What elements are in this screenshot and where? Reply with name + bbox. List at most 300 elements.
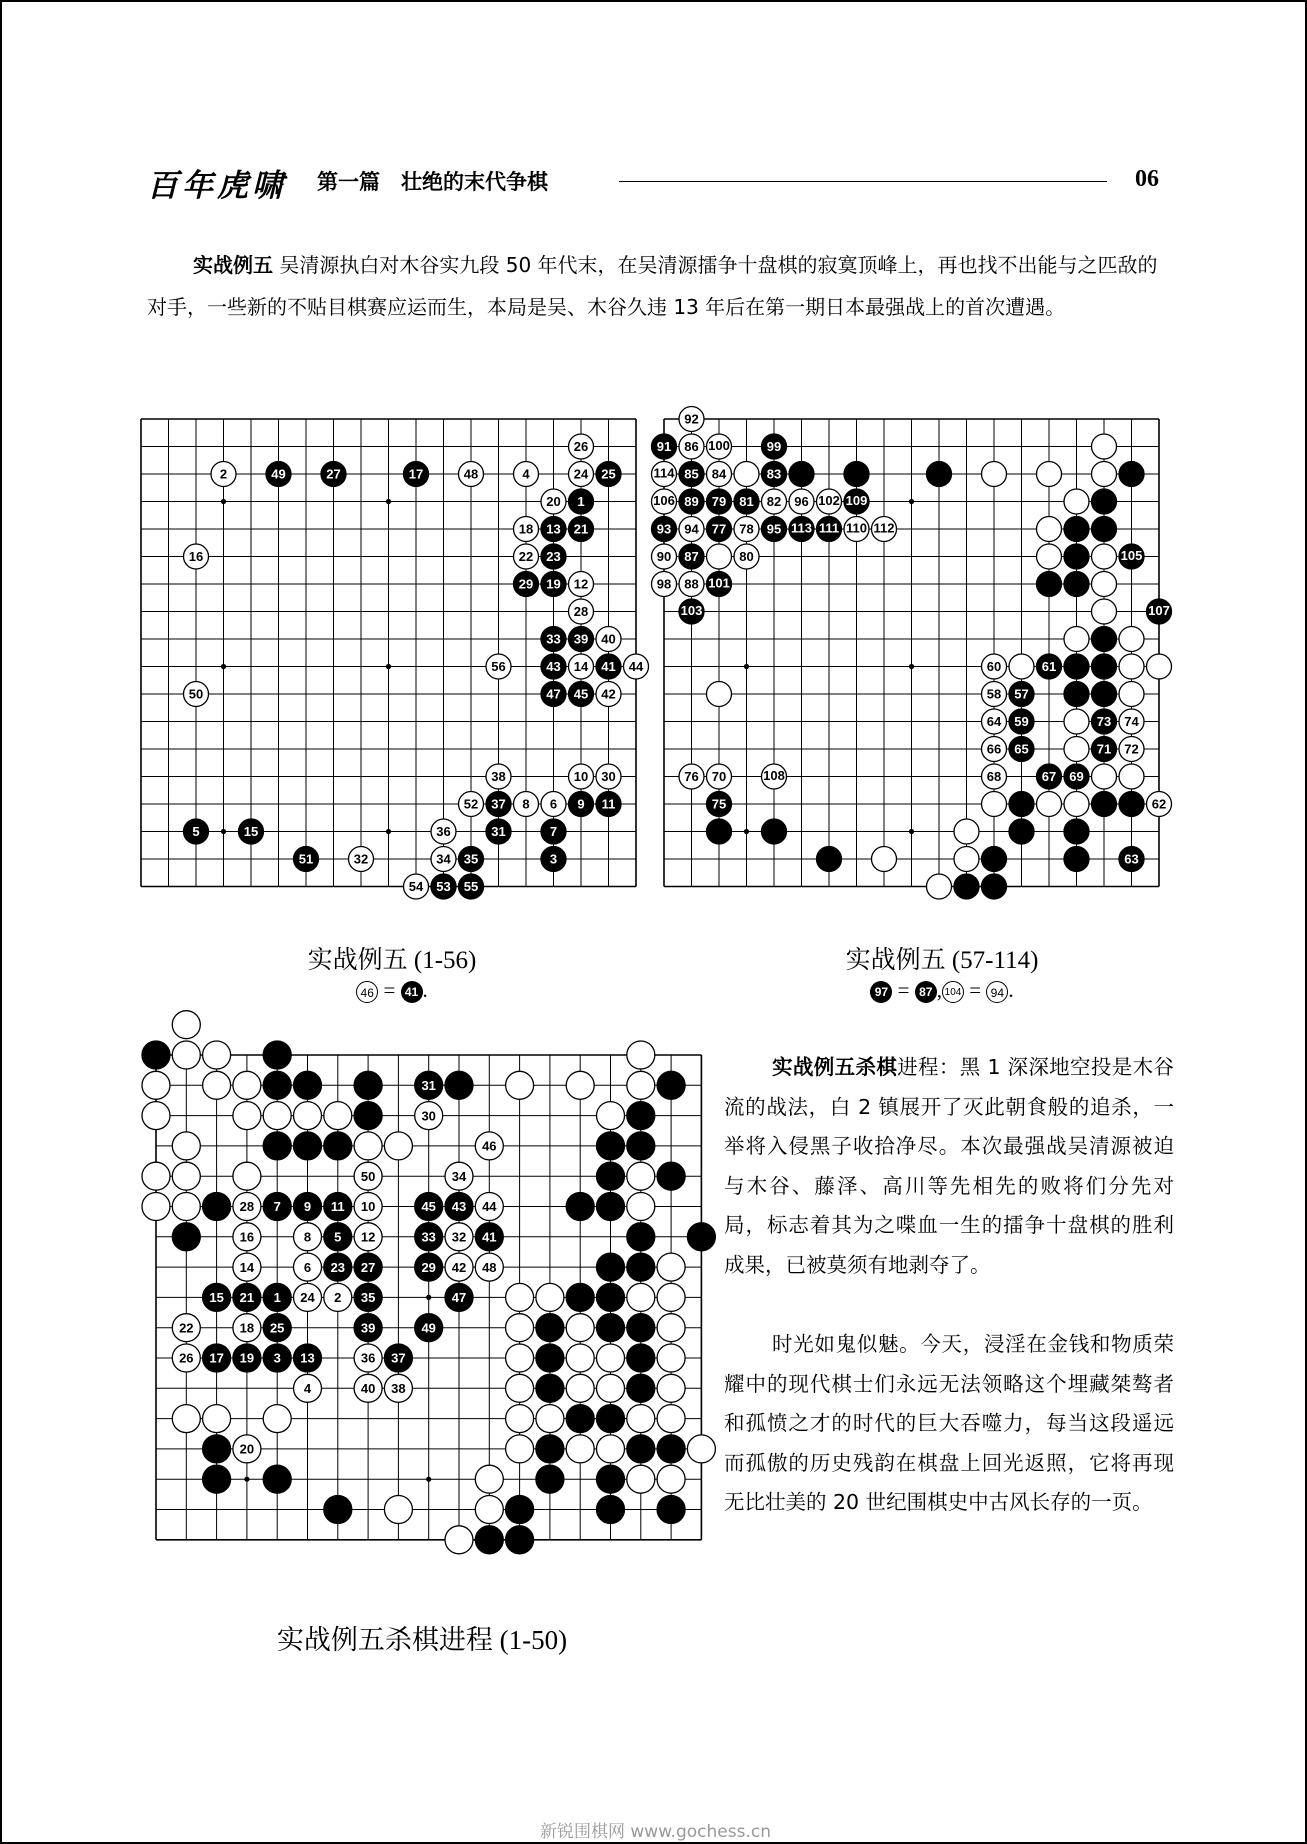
black-stone xyxy=(1119,544,1144,569)
stone-disc xyxy=(263,1405,291,1433)
note-stone: 41 xyxy=(401,981,423,1003)
white-stone xyxy=(679,517,704,542)
stone-disc xyxy=(142,1102,170,1130)
black-stone xyxy=(1064,572,1089,597)
stone-disc xyxy=(506,1283,534,1311)
star-point xyxy=(221,829,226,834)
stone-number: 103 xyxy=(680,603,703,619)
caption-note xyxy=(772,978,1112,1003)
black-stone xyxy=(404,462,429,487)
black-stone xyxy=(1092,654,1117,679)
stone-number: 1 xyxy=(273,1290,281,1306)
star-point xyxy=(386,499,391,504)
white-stone xyxy=(657,1465,685,1493)
black-stone xyxy=(1092,517,1117,542)
white-stone xyxy=(954,847,979,872)
stone-number: 25 xyxy=(269,1320,285,1336)
stone-number: 108 xyxy=(763,768,785,784)
black-stone xyxy=(597,1253,625,1281)
stone-number: 11 xyxy=(601,796,616,812)
black-stone xyxy=(1064,544,1089,569)
stone-disc xyxy=(142,1071,170,1099)
stone-disc xyxy=(1092,462,1117,487)
black-stone xyxy=(415,1071,443,1099)
white-stone xyxy=(679,764,704,789)
white-stone xyxy=(486,764,511,789)
black-stone xyxy=(927,462,952,487)
white-stone xyxy=(184,682,209,707)
black-stone xyxy=(536,1465,564,1493)
stone-number: 65 xyxy=(1014,741,1029,757)
white-stone xyxy=(872,847,897,872)
white-stone xyxy=(506,1344,534,1372)
stone-number: 41 xyxy=(601,659,616,675)
stone-disc xyxy=(597,1344,625,1372)
black-stone xyxy=(679,544,704,569)
white-stone xyxy=(1092,544,1117,569)
black-stone xyxy=(1064,517,1089,542)
running-header xyxy=(147,160,1167,204)
stone-disc xyxy=(1064,737,1089,762)
stone-disc xyxy=(1092,599,1117,624)
black-stone xyxy=(789,462,814,487)
white-stone xyxy=(1092,462,1117,487)
stone-number: 67 xyxy=(1041,769,1057,785)
stone-number: 22 xyxy=(518,549,534,565)
black-stone xyxy=(1064,819,1089,844)
stone-disc xyxy=(142,1193,170,1221)
stone-number: 50 xyxy=(188,686,204,702)
white-stone xyxy=(354,1374,382,1402)
black-stone xyxy=(475,1526,503,1554)
stone-number: 23 xyxy=(330,1259,346,1275)
black-stone xyxy=(536,1435,564,1463)
stone-number: 21 xyxy=(239,1290,255,1306)
black-stone xyxy=(657,1162,685,1190)
stone-number: 80 xyxy=(739,549,754,565)
white-stone xyxy=(707,462,732,487)
stone-disc xyxy=(1064,654,1089,679)
stone-number: 5 xyxy=(334,1229,342,1245)
white-stone xyxy=(707,434,732,459)
stone-disc xyxy=(384,1496,412,1524)
stone-number: 32 xyxy=(353,851,369,867)
stone-number: 36 xyxy=(360,1350,376,1366)
black-stone xyxy=(203,1435,231,1463)
black-stone xyxy=(142,1041,170,1069)
stone-disc xyxy=(536,1405,564,1433)
commentary-lead: 实战例五杀棋 xyxy=(772,1055,898,1079)
stone-disc xyxy=(354,1071,382,1099)
stone-disc xyxy=(597,1193,625,1221)
stone-disc xyxy=(707,544,732,569)
stone-number: 69 xyxy=(1069,769,1084,785)
star-point xyxy=(221,499,226,504)
stone-disc xyxy=(536,1344,564,1372)
white-stone xyxy=(233,1253,261,1281)
stone-disc xyxy=(1092,434,1117,459)
stone-disc xyxy=(817,847,842,872)
stone-number: 55 xyxy=(463,879,479,895)
stone-disc xyxy=(627,1465,655,1493)
white-stone xyxy=(982,709,1007,734)
white-stone xyxy=(627,1041,655,1069)
stone-number: 57 xyxy=(1014,686,1029,702)
black-stone xyxy=(172,1223,200,1251)
white-stone xyxy=(927,874,952,899)
stone-number: 56 xyxy=(491,659,506,675)
stone-number: 15 xyxy=(243,824,259,840)
stone-disc xyxy=(657,1071,685,1099)
white-stone xyxy=(627,1162,655,1190)
go-board-diagram-2 xyxy=(653,411,1170,887)
white-stone xyxy=(514,462,539,487)
stone-number: 86 xyxy=(684,439,699,455)
white-stone xyxy=(627,1465,655,1493)
black-stone xyxy=(263,1344,291,1372)
black-stone xyxy=(541,517,566,542)
stone-number: 13 xyxy=(546,521,561,537)
white-stone xyxy=(459,792,484,817)
stone-number: 98 xyxy=(656,576,672,592)
stone-number: 3 xyxy=(273,1350,281,1366)
stone-disc xyxy=(734,462,759,487)
stone-number: 75 xyxy=(711,796,727,812)
stone-number: 51 xyxy=(298,851,314,867)
white-stone xyxy=(354,1193,382,1221)
white-stone xyxy=(233,1162,261,1190)
stone-number: 109 xyxy=(845,493,868,509)
caption-diagram-1 xyxy=(242,940,542,1003)
white-stone xyxy=(294,1223,322,1251)
stone-disc xyxy=(445,1071,473,1099)
white-stone xyxy=(172,1405,200,1433)
white-stone xyxy=(172,1344,200,1372)
white-stone xyxy=(172,1193,200,1221)
stone-number: 43 xyxy=(451,1199,467,1215)
stone-number: 39 xyxy=(573,631,589,647)
white-stone xyxy=(445,1526,473,1554)
black-stone xyxy=(239,819,264,844)
stone-number: 58 xyxy=(986,686,1002,702)
black-stone xyxy=(203,1344,231,1372)
black-stone xyxy=(734,489,759,514)
stone-disc xyxy=(172,1011,200,1039)
stone-disc xyxy=(294,1132,322,1160)
stone-number: 38 xyxy=(491,769,506,785)
black-stone xyxy=(506,1526,534,1554)
black-stone xyxy=(541,544,566,569)
header-rule xyxy=(619,181,1107,182)
stone-number: 25 xyxy=(601,466,616,482)
stone-disc xyxy=(1092,489,1117,514)
black-stone xyxy=(627,1102,655,1130)
black-stone xyxy=(679,462,704,487)
stone-number: 14 xyxy=(573,659,589,675)
stone-disc xyxy=(506,1344,534,1372)
white-stone xyxy=(1064,489,1089,514)
black-stone xyxy=(789,517,814,542)
stone-disc xyxy=(627,1193,655,1221)
black-stone xyxy=(566,1283,594,1311)
stone-number: 35 xyxy=(463,851,479,867)
black-stone xyxy=(597,1283,625,1311)
stone-disc xyxy=(263,1132,291,1160)
stone-disc xyxy=(657,1374,685,1402)
white-stone xyxy=(541,792,566,817)
stone-number: 12 xyxy=(360,1229,376,1245)
black-stone xyxy=(566,1405,594,1433)
stone-disc xyxy=(1064,819,1089,844)
stone-disc xyxy=(1009,654,1034,679)
stone-number: 89 xyxy=(684,494,699,510)
stone-disc xyxy=(506,1374,534,1402)
black-stone xyxy=(844,462,869,487)
white-stone xyxy=(627,1405,655,1433)
white-stone xyxy=(536,1405,564,1433)
stone-disc xyxy=(566,1193,594,1221)
stone-number: 30 xyxy=(601,769,616,785)
white-stone xyxy=(657,1253,685,1281)
stone-disc xyxy=(1092,654,1117,679)
black-stone xyxy=(817,847,842,872)
stone-number: 87 xyxy=(684,549,699,565)
black-stone xyxy=(597,1314,625,1342)
stone-number: 27 xyxy=(326,466,341,482)
stone-number: 107 xyxy=(1148,603,1170,619)
stone-number: 4 xyxy=(522,466,530,482)
note-equals: = xyxy=(969,978,982,1002)
white-stone xyxy=(404,874,429,899)
stone-disc xyxy=(566,1071,594,1099)
note-equals: = xyxy=(897,978,910,1002)
stone-disc xyxy=(536,1374,564,1402)
stone-number: 1 xyxy=(577,494,585,510)
stone-number: 106 xyxy=(653,493,675,509)
stone-number: 88 xyxy=(684,576,699,592)
black-stone xyxy=(1009,737,1034,762)
stone-disc xyxy=(657,1253,685,1281)
white-stone xyxy=(445,1253,473,1281)
black-stone xyxy=(1119,462,1144,487)
stone-number: 83 xyxy=(766,466,782,482)
white-stone xyxy=(506,1435,534,1463)
white-stone xyxy=(1092,434,1117,459)
stone-number: 112 xyxy=(873,520,895,536)
intro-lead: 实战例五 xyxy=(193,253,273,277)
stone-number: 44 xyxy=(628,659,644,675)
black-stone xyxy=(1119,847,1144,872)
black-stone xyxy=(263,1193,291,1221)
stone-number: 28 xyxy=(573,604,589,620)
stone-number: 28 xyxy=(239,1199,255,1215)
white-stone xyxy=(203,1071,231,1099)
stone-number: 30 xyxy=(421,1108,436,1124)
black-stone xyxy=(324,1193,352,1221)
stone-disc xyxy=(954,847,979,872)
stone-number: 47 xyxy=(546,686,561,702)
black-stone xyxy=(652,517,677,542)
black-stone xyxy=(627,1374,655,1402)
stone-disc xyxy=(263,1041,291,1069)
stone-disc xyxy=(1037,517,1062,542)
white-stone xyxy=(762,489,787,514)
stone-number: 6 xyxy=(303,1259,312,1275)
stone-number: 24 xyxy=(300,1290,315,1306)
stone-disc xyxy=(263,1465,291,1493)
white-stone xyxy=(514,792,539,817)
board-grid xyxy=(664,419,1159,887)
black-stone xyxy=(762,819,787,844)
note-tail: . xyxy=(1008,978,1014,1002)
white-stone xyxy=(415,1102,443,1130)
stone-disc xyxy=(566,1374,594,1402)
stone-number: 14 xyxy=(239,1259,255,1275)
white-stone xyxy=(597,1102,625,1130)
white-stone xyxy=(211,462,236,487)
stone-number: 31 xyxy=(491,824,506,840)
stone-disc xyxy=(324,1132,352,1160)
white-stone xyxy=(817,489,842,514)
stone-number: 40 xyxy=(601,631,616,647)
stone-disc xyxy=(1064,572,1089,597)
stone-disc xyxy=(1064,517,1089,542)
black-stone xyxy=(817,517,842,542)
stone-disc xyxy=(294,1071,322,1099)
stone-disc xyxy=(536,1465,564,1493)
black-stone xyxy=(1092,627,1117,652)
stone-disc xyxy=(1037,544,1062,569)
black-stone xyxy=(415,1314,443,1342)
stone-number: 34 xyxy=(436,851,451,867)
white-stone xyxy=(475,1496,503,1524)
black-stone xyxy=(294,847,319,872)
stone-number: 16 xyxy=(188,549,204,565)
stone-number: 37 xyxy=(391,1350,406,1366)
black-stone xyxy=(294,1071,322,1099)
stone-number: 36 xyxy=(436,824,451,840)
board-svg xyxy=(156,1055,701,1540)
stone-disc xyxy=(954,874,979,899)
stone-number: 59 xyxy=(1014,714,1029,730)
stone-disc xyxy=(657,1162,685,1190)
white-stone xyxy=(652,489,677,514)
black-stone xyxy=(1037,572,1062,597)
white-stone xyxy=(954,819,979,844)
stone-disc xyxy=(597,1132,625,1160)
stone-disc xyxy=(1119,792,1144,817)
stone-number: 29 xyxy=(518,576,534,592)
stone-number: 21 xyxy=(573,521,589,537)
black-stone xyxy=(445,1071,473,1099)
white-stone xyxy=(142,1071,170,1099)
watermark: 新锐围棋网 www.gochess.cn xyxy=(540,1822,771,1842)
stone-disc xyxy=(172,1132,200,1160)
stone-number: 94 xyxy=(684,521,699,537)
black-stone xyxy=(1064,847,1089,872)
stone-disc xyxy=(1092,517,1117,542)
black-stone xyxy=(627,1253,655,1281)
stone-number: 44 xyxy=(482,1199,497,1215)
stone-number: 53 xyxy=(436,879,451,895)
black-stone xyxy=(679,599,704,624)
stone-disc xyxy=(687,1223,715,1251)
note-stone: 97 xyxy=(870,981,892,1003)
stone-disc xyxy=(597,1253,625,1281)
stone-number: 20 xyxy=(239,1441,255,1457)
white-stone xyxy=(1119,709,1144,734)
white-stone xyxy=(627,1193,655,1221)
stone-number: 12 xyxy=(573,576,589,592)
black-stone xyxy=(597,1405,625,1433)
stone-number: 35 xyxy=(360,1290,376,1306)
stone-number: 8 xyxy=(303,1229,312,1245)
stone-number: 6 xyxy=(549,796,558,812)
white-stone xyxy=(707,764,732,789)
stone-number: 9 xyxy=(303,1199,312,1215)
white-stone xyxy=(354,1162,382,1190)
black-stone xyxy=(707,572,732,597)
white-stone xyxy=(506,1283,534,1311)
stone-disc xyxy=(1009,819,1034,844)
black-stone xyxy=(541,627,566,652)
black-stone xyxy=(354,1314,382,1342)
stone-disc xyxy=(1064,682,1089,707)
stone-disc xyxy=(597,1102,625,1130)
white-stone xyxy=(1009,654,1034,679)
stone-disc xyxy=(657,1465,685,1493)
note-tail: . xyxy=(422,978,428,1002)
white-stone xyxy=(536,1283,564,1311)
white-stone xyxy=(566,1435,594,1463)
stone-disc xyxy=(203,1071,231,1099)
stone-disc xyxy=(657,1496,685,1524)
stone-number: 113 xyxy=(791,520,812,536)
stone-disc xyxy=(475,1496,503,1524)
black-stone xyxy=(627,1223,655,1251)
stone-disc xyxy=(354,1132,382,1160)
star-point xyxy=(386,664,391,669)
stone-number: 49 xyxy=(271,466,286,482)
white-stone xyxy=(679,407,704,432)
white-stone xyxy=(475,1253,503,1281)
white-stone xyxy=(872,517,897,542)
black-stone xyxy=(233,1344,261,1372)
stone-disc xyxy=(566,1314,594,1342)
stone-number: 17 xyxy=(408,466,424,482)
stone-number: 64 xyxy=(986,714,1002,730)
stone-number: 26 xyxy=(179,1350,194,1366)
white-stone xyxy=(1064,709,1089,734)
stone-number: 2 xyxy=(334,1290,342,1306)
black-stone xyxy=(294,1132,322,1160)
black-stone xyxy=(415,1253,443,1281)
black-stone xyxy=(294,1193,322,1221)
white-stone xyxy=(569,434,594,459)
white-stone xyxy=(233,1071,261,1099)
white-stone xyxy=(1147,654,1172,679)
stone-disc xyxy=(627,1435,655,1463)
stone-disc xyxy=(707,819,732,844)
white-stone xyxy=(1037,517,1062,542)
black-stone xyxy=(431,874,456,899)
black-stone xyxy=(203,1465,231,1493)
board-svg xyxy=(141,419,644,895)
stone-number: 7 xyxy=(549,824,558,840)
white-stone xyxy=(541,489,566,514)
stone-number: 100 xyxy=(708,438,730,454)
black-stone xyxy=(541,847,566,872)
